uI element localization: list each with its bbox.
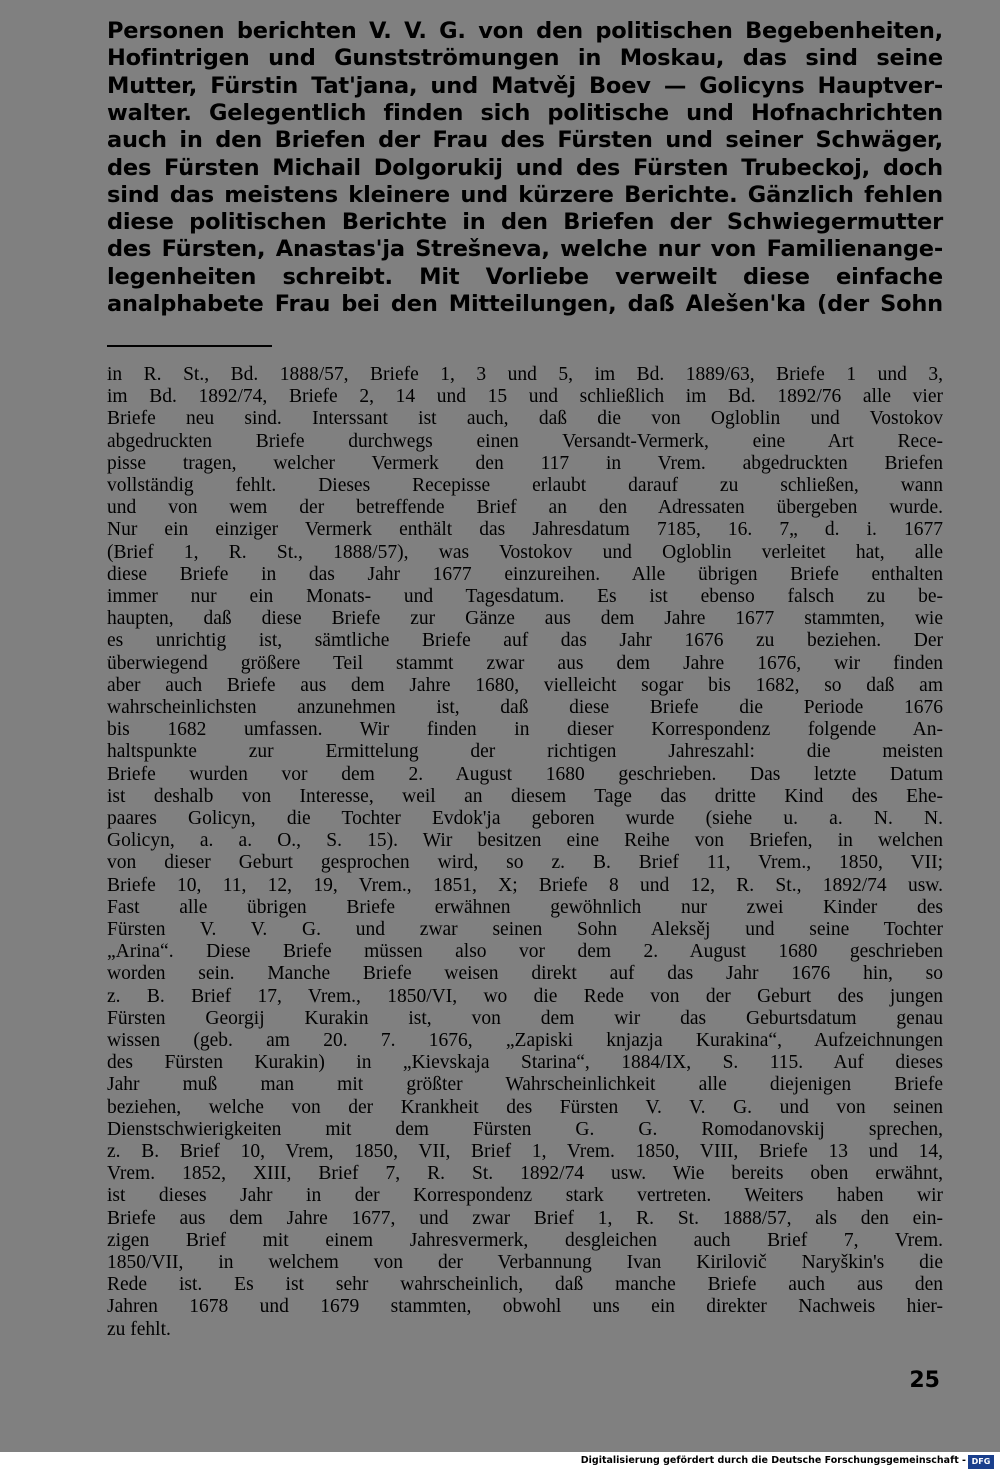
main-text-line: diese politischen Berichte in den Briefen der Schwiegermutter	[107, 209, 943, 236]
footnote-line: diese Briefe in das Jahr 1677 einzureihen. Alle übrigen Briefe enthalten	[107, 563, 943, 585]
footnote-line: Briefe aus dem Jahre 1677, und zwar Brief 1, R. St. 1888/57, als den ein-	[107, 1207, 943, 1229]
footnote-line: Jahren 1678 und 1679 stammten, obwohl uns ein direkter Nachweis hier-	[107, 1296, 943, 1318]
footnote-line: Dienstschwierigkeiten mit dem Fürsten G. G. Romodanovskij sprechen,	[107, 1118, 943, 1140]
footnote-line: es unrichtig ist, sämtliche Briefe auf das Jahr 1676 zu beziehen. Der	[107, 630, 943, 652]
footnote-line: vollständig fehlt. Dieses Recepisse erlaubt darauf zu schließen, wann	[107, 475, 943, 496]
footnote-line: Fürsten V. V. G. und zwar seinen Sohn Aleksěj und seine Tochter	[107, 919, 943, 940]
footnote-line: Briefe wurden vor dem 2. August 1680 geschrieben. Das letzte Datum	[107, 763, 943, 785]
footnote-line: Rede ist. Es ist sehr wahrscheinlich, daß manche Briefe auch aus den	[107, 1274, 943, 1296]
footnote-line: bis 1682 umfassen. Wir finden in dieser Korrespondenz folgende An-	[107, 719, 943, 741]
main-text-line: sind das meistens kleinere und kürzere Berichte. Gänzlich fehlen	[107, 181, 943, 208]
footer-credit: Digitalisierung gefördert durch die Deutsche Forschungsgemeinschaft -	[580, 1455, 966, 1466]
footnote-line: wahrscheinlichsten anzunehmen ist, daß diese Briefe die Periode 1676	[107, 697, 943, 718]
footnote-line: immer nur ein Monats- und Tagesdatum. Es ist ebenso falsch zu be-	[107, 586, 943, 607]
page-number: 25	[909, 1368, 940, 1393]
footnote-line: und von wem der betreffende Brief an den Adressaten übergeben wurde.	[107, 497, 943, 519]
main-text-line: analphabete Frau bei den Mitteilungen, daß Alešen'ka (der Sohn	[107, 291, 943, 317]
footnote-line: worden sein. Manche Briefe weisen direkt auf das Jahr 1676 hin, so	[107, 963, 943, 985]
footnote-line: haltspunkte zur Ermittelung der richtigen Jahreszahl: die meisten	[107, 741, 943, 763]
footnote-line: Briefe 10, 11, 12, 19, Vrem., 1851, X; Briefe 8 und 12, R. St., 1892/74 usw.	[107, 874, 943, 896]
footnote-separator	[107, 345, 272, 347]
footnote-line: im Bd. 1892/74, Briefe 2, 14 und 15 und schließlich im Bd. 1892/76 alle vier	[107, 386, 943, 408]
footnote-line: (Brief 1, R. St., 1888/57), was Vostokov und Ogloblin verleitet hat, alle	[107, 541, 943, 563]
main-text-line: walter. Gelegentlich finden sich politische und Hofnachrichten	[107, 99, 943, 126]
footnote-line: pisse tragen, welcher Vermerk den 117 in Vrem. abgedruckten Briefen	[107, 452, 943, 474]
footnote-line: „Arina“. Diese Briefe müssen also vor dem 2. August 1680 geschrieben	[107, 941, 943, 963]
footnote-line: beziehen, welche von der Krankheit des Fürsten V. V. G. und von seinen	[107, 1096, 943, 1118]
footnote-line: haupten, daß diese Briefe zur Gänze aus dem Jahre 1677 stammten, wie	[107, 608, 943, 630]
footnote-line: z. B. Brief 17, Vrem., 1850/VI, wo die Rede von der Geburt des jungen	[107, 985, 943, 1007]
footnote-line: Fürsten Georgij Kurakin ist, von dem wir das Geburtsdatum genau	[107, 1007, 943, 1029]
footnote-line: ist deshalb von Interesse, weil an diesem Tage das dritte Kind des Ehe-	[107, 785, 943, 807]
footnote-line: Fast alle übrigen Briefe erwähnen gewöhnlich nur zwei Kinder des	[107, 896, 943, 918]
footnote-line: Vrem. 1852, XIII, Brief 7, R. St. 1892/74 usw. Wie bereits oben erwähnt,	[107, 1163, 943, 1185]
main-text-line: auch in den Briefen der Frau des Fürsten und seiner Schwäger,	[107, 127, 943, 154]
footnote-line: aber auch Briefe aus dem Jahre 1680, vielleicht sogar bis 1682, so daß am	[107, 674, 943, 696]
footnote-line: abgedruckten Briefe durchwegs einen Versandt-Vermerk, eine Art Rece-	[107, 430, 943, 452]
main-text-line: des Fürsten, Anastas'ja Strešneva, welche nur von Familienange-	[107, 236, 943, 263]
main-text-line: Mutter, Fürstin Tat'jana, und Matvěj Boev — Golicyns Hauptver-	[107, 72, 943, 99]
main-text-line: Personen berichten V. V. G. von den politischen Begebenheiten,	[107, 18, 943, 44]
footnote-line: Jahr muß man mit größter Wahrscheinlichkeit alle diejenigen Briefe	[107, 1074, 943, 1096]
footer-bar	[0, 1452, 1000, 1473]
main-text-line: Hofintrigen und Gunstströmungen in Moskau, das sind seine	[107, 45, 943, 72]
footnote-line: zigen Brief mit einem Jahresvermerk, desgleichen auch Brief 7, Vrem.	[107, 1229, 943, 1251]
footnote-line: überwiegend größere Teil stammt zwar aus dem Jahre 1676, wir finden	[107, 652, 943, 674]
main-text-line: legenheiten schreibt. Mit Vorliebe verweilt diese einfache	[107, 263, 943, 290]
footnote-line: z. B. Brief 10, Vrem, 1850, VII, Brief 1, Vrem. 1850, VIII, Briefe 13 und 14,	[107, 1141, 943, 1162]
footnote-line: zu fehlt.	[107, 1318, 171, 1340]
footnote-line: Nur ein einziger Vermerk enthält das Jahresdatum 7185, 16. 7„ d. i. 1677	[107, 519, 943, 541]
footnote-line: von dieser Geburt gesprochen wird, so z. B. Brief 11, Vrem., 1850, VII;	[107, 852, 943, 874]
footnote-line: wissen (geb. am 20. 7. 1676, „Zapiski knjazja Kurakina“, Aufzeichnungen	[107, 1030, 943, 1051]
footnote-line: Briefe neu sind. Interssant ist auch, daß die von Ogloblin und Vostokov	[107, 408, 943, 430]
footnote-line: ist dieses Jahr in der Korrespondenz stark vertreten. Weiters haben wir	[107, 1185, 943, 1207]
footnote-line: in R. St., Bd. 1888/57, Briefe 1, 3 und 5, im Bd. 1889/63, Briefe 1 und 3,	[107, 364, 943, 385]
footnote-line: 1850/VII, in welchem von der Verbannung Ivan Kirilovič Naryškin's die	[107, 1252, 943, 1273]
footnote-line: des Fürsten Kurakin) in „Kievskaja Starina“, 1884/IX, S. 115. Auf dieses	[107, 1052, 943, 1074]
main-text-line: des Fürsten Michail Dolgorukij und des Fürsten Trubeckoj, doch	[107, 154, 943, 181]
dfg-logo-icon: DFG	[968, 1455, 994, 1469]
footnote-line: paares Golicyn, die Tochter Evdok'ja geboren wurde (siehe u. a. N. N.	[107, 808, 943, 829]
footnote-line: Golicyn, a. a. O., S. 15). Wir besitzen eine Reihe von Briefen, in welchen	[107, 830, 943, 852]
